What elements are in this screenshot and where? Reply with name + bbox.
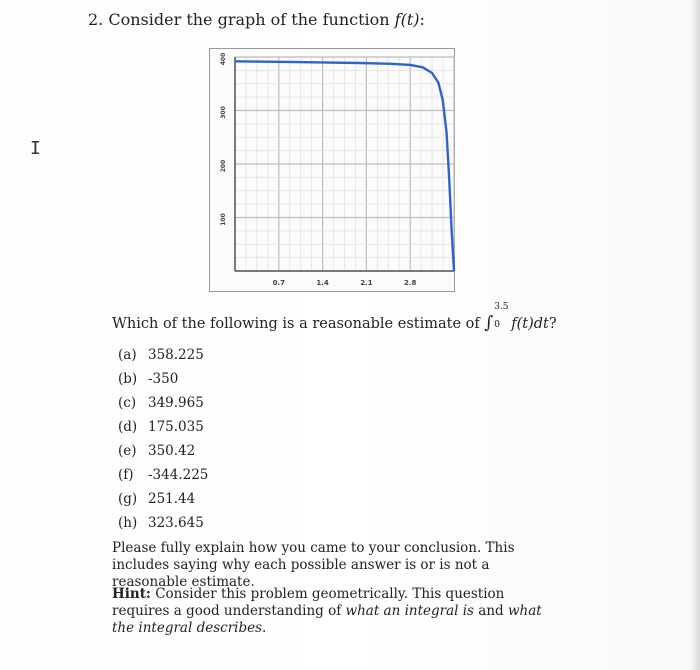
y-tick-label: 400 [220,52,227,66]
choice-c[interactable] [118,391,208,415]
choice-letter: (d) [118,419,138,435]
choice-value: 251.44 [148,491,196,507]
choice-value: 175.035 [148,419,204,435]
x-tick-label: 0.7 [272,279,286,287]
graph-svg [210,49,456,293]
hint-paragraph [112,586,562,637]
integral-upper-limit: 3.5 [494,302,509,312]
choice-f[interactable] [118,463,208,487]
answer-choices [118,343,208,535]
choice-letter: (e) [118,443,137,459]
y-tick-label: 300 [220,106,227,119]
integral-lower-limit: 0 [494,320,500,330]
hint-text-2: and [478,603,504,619]
question-header [88,10,425,29]
question-number: 2. [88,10,104,29]
choice-letter: (a) [118,347,137,363]
question-function: f(t) [394,10,420,29]
choice-value: -344.225 [148,467,209,483]
choice-g[interactable] [118,487,208,511]
integral-sign: ∫ [484,313,494,333]
instructions-paragraph: Please fully explain how you came to your conclusion. This includes saying why each possible answer is or is not a reasonable estimate. [112,540,515,590]
choice-value: 358.225 [148,347,204,363]
choice-value: 350.42 [148,443,196,459]
integral-prompt [112,302,557,333]
question-colon: : [419,10,425,29]
hint-emphasis-2: what the integral describes [112,603,542,636]
choice-b[interactable] [118,367,208,391]
choice-letter: (h) [118,515,138,531]
text-cursor-icon: I [30,138,41,159]
function-graph [209,48,455,292]
y-tick-label: 200 [220,159,227,173]
hint-text-1: Consider this problem geometrically. This question requires a good understanding of [112,586,505,619]
choice-a[interactable] [118,343,208,367]
hint-label: Hint: [112,586,151,602]
choice-letter: (g) [118,491,138,507]
prompt-text: Which of the following is a reasonable estimate of [112,316,480,332]
x-tick-label: 1.4 [316,279,329,287]
choice-e[interactable] [118,439,208,463]
x-tick-label: 2.8 [403,279,417,287]
hint-end: . [262,620,267,636]
y-tick-label: 100 [220,213,227,226]
question-text: Consider the graph of the function [108,10,390,29]
hint-emphasis-1: what an integral is [345,603,474,619]
choice-value: 349.965 [148,395,204,411]
x-tick-label: 2.1 [360,279,373,287]
choice-letter: (b) [118,371,138,387]
choice-letter: (f) [118,467,134,483]
choice-h[interactable] [118,511,208,535]
choice-value: 323.645 [148,515,204,531]
integrand: f(t)dt [511,316,549,332]
prompt-question-mark: ? [548,316,557,332]
page-edge-shadow [692,0,700,670]
choice-value: -350 [148,371,179,387]
choice-d[interactable] [118,415,208,439]
choice-letter: (c) [118,395,137,411]
